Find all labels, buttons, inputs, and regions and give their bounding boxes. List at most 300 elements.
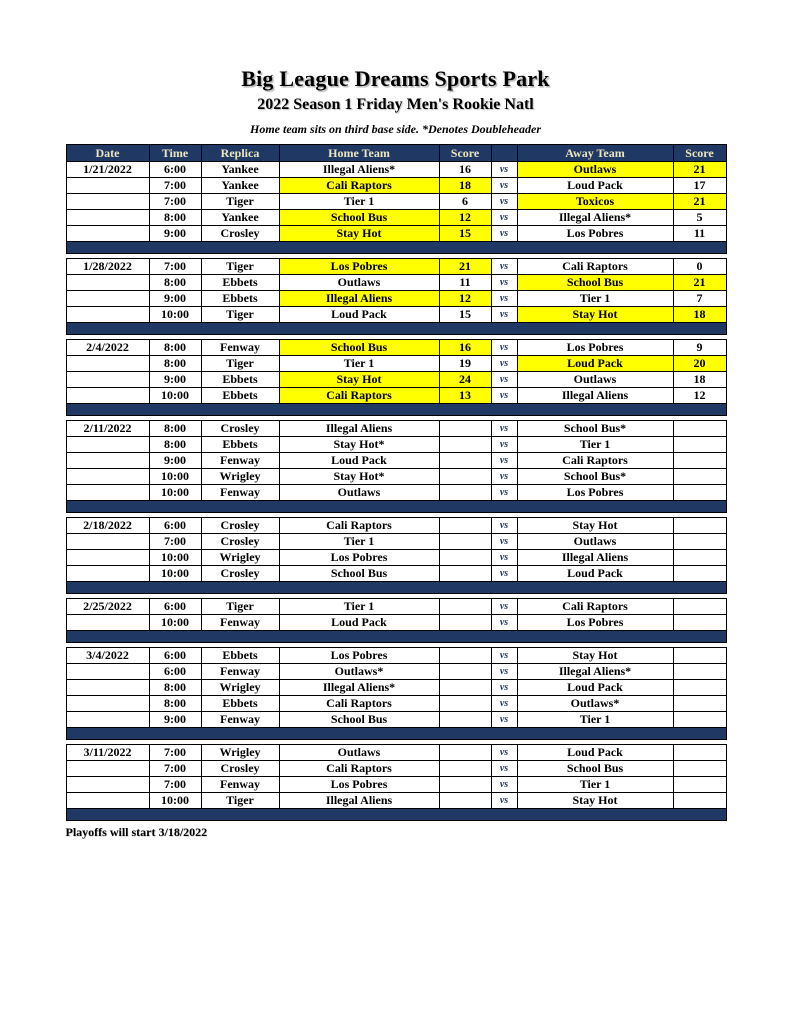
away-score-cell — [673, 518, 726, 534]
date-cell: 2/18/2022 — [66, 518, 149, 534]
game-row — [66, 162, 726, 178]
away-score-cell: 11 — [673, 226, 726, 242]
home-score-cell — [439, 648, 491, 664]
away-team-cell: Los Pobres — [517, 485, 673, 501]
away-team-cell: Los Pobres — [517, 340, 673, 356]
away-team-cell: Loud Pack — [517, 178, 673, 194]
home-team-cell: Cali Raptors — [279, 518, 439, 534]
date-cell: 1/21/2022 — [66, 162, 149, 178]
away-team-cell: Illegal Aliens* — [517, 210, 673, 226]
game-row — [66, 291, 726, 307]
time-cell: 6:00 — [149, 648, 201, 664]
game-row — [66, 275, 726, 291]
away-team-cell: Loud Pack — [517, 566, 673, 582]
away-team-cell: Tier 1 — [517, 437, 673, 453]
game-row — [66, 712, 726, 728]
vs-cell: vs — [491, 469, 517, 485]
date-cell — [66, 777, 149, 793]
away-score-cell: 20 — [673, 356, 726, 372]
column-header: Home Team — [279, 145, 439, 162]
home-score-cell — [439, 777, 491, 793]
vs-cell: vs — [491, 485, 517, 501]
away-team-cell: School Bus* — [517, 421, 673, 437]
replica-cell: Crosley — [201, 226, 279, 242]
home-team-cell: Outlaws — [279, 275, 439, 291]
replica-cell: Wrigley — [201, 745, 279, 761]
vs-cell: vs — [491, 178, 517, 194]
column-header: Date — [66, 145, 149, 162]
game-row — [66, 437, 726, 453]
away-score-cell — [673, 664, 726, 680]
home-team-cell: Outlaws* — [279, 664, 439, 680]
time-cell: 8:00 — [149, 356, 201, 372]
replica-cell: Yankee — [201, 162, 279, 178]
away-score-cell — [673, 793, 726, 809]
home-team-cell: Los Pobres — [279, 777, 439, 793]
replica-cell: Ebbets — [201, 291, 279, 307]
replica-cell: Fenway — [201, 777, 279, 793]
time-cell: 6:00 — [149, 599, 201, 615]
separator-bar — [66, 728, 726, 740]
vs-cell: vs — [491, 421, 517, 437]
replica-cell: Fenway — [201, 485, 279, 501]
vs-cell: vs — [491, 712, 517, 728]
home-team-cell: Tier 1 — [279, 194, 439, 210]
game-row — [66, 761, 726, 777]
vs-cell: vs — [491, 696, 517, 712]
home-score-cell: 18 — [439, 178, 491, 194]
replica-cell: Ebbets — [201, 275, 279, 291]
time-cell: 8:00 — [149, 696, 201, 712]
vs-cell: vs — [491, 372, 517, 388]
column-header: Away Team — [517, 145, 673, 162]
date-cell — [66, 696, 149, 712]
game-row — [66, 615, 726, 631]
vs-cell: vs — [491, 291, 517, 307]
away-score-cell: 12 — [673, 388, 726, 404]
home-score-cell — [439, 469, 491, 485]
home-score-cell: 6 — [439, 194, 491, 210]
home-score-cell — [439, 712, 491, 728]
home-team-cell: Tier 1 — [279, 599, 439, 615]
away-score-cell — [673, 615, 726, 631]
home-score-cell: 15 — [439, 226, 491, 242]
time-cell: 9:00 — [149, 372, 201, 388]
game-row — [66, 680, 726, 696]
time-cell: 10:00 — [149, 615, 201, 631]
game-row — [66, 259, 726, 275]
away-score-cell: 18 — [673, 307, 726, 323]
date-cell — [66, 210, 149, 226]
game-row — [66, 210, 726, 226]
date-cell — [66, 664, 149, 680]
home-team-cell: Stay Hot* — [279, 437, 439, 453]
away-score-cell — [673, 485, 726, 501]
away-team-cell: Illegal Aliens* — [517, 664, 673, 680]
time-cell: 7:00 — [149, 194, 201, 210]
week-table — [66, 647, 727, 740]
date-cell — [66, 615, 149, 631]
away-score-cell — [673, 534, 726, 550]
home-team-note: Home team sits on third base side. *Denotes Doubleheader — [250, 122, 541, 136]
header-row — [66, 145, 726, 162]
vs-cell: vs — [491, 745, 517, 761]
separator-row — [66, 501, 726, 513]
game-row — [66, 745, 726, 761]
separator-bar — [66, 242, 726, 254]
replica-cell: Tiger — [201, 194, 279, 210]
home-team-cell: Illegal Aliens* — [279, 680, 439, 696]
page-subtitle: 2022 Season 1 Friday Men's Rookie Natl — [257, 96, 534, 113]
game-row — [66, 194, 726, 210]
away-score-cell: 17 — [673, 178, 726, 194]
home-team-cell: School Bus — [279, 340, 439, 356]
away-score-cell: 7 — [673, 291, 726, 307]
date-cell — [66, 307, 149, 323]
away-score-cell — [673, 437, 726, 453]
away-team-cell: Toxicos — [517, 194, 673, 210]
home-score-cell: 12 — [439, 291, 491, 307]
separator-bar — [66, 501, 726, 513]
home-team-cell: Los Pobres — [279, 259, 439, 275]
time-cell: 7:00 — [149, 259, 201, 275]
home-score-cell: 13 — [439, 388, 491, 404]
time-cell: 10:00 — [149, 566, 201, 582]
home-team-cell: School Bus — [279, 210, 439, 226]
away-score-cell: 21 — [673, 275, 726, 291]
vs-cell: vs — [491, 566, 517, 582]
time-cell: 6:00 — [149, 518, 201, 534]
home-score-cell — [439, 421, 491, 437]
away-score-cell — [673, 648, 726, 664]
replica-cell: Tiger — [201, 599, 279, 615]
vs-cell: vs — [491, 793, 517, 809]
replica-cell: Crosley — [201, 566, 279, 582]
replica-cell: Ebbets — [201, 648, 279, 664]
home-score-cell — [439, 437, 491, 453]
vs-cell: vs — [491, 194, 517, 210]
away-score-cell — [673, 453, 726, 469]
date-cell — [66, 291, 149, 307]
vs-cell: vs — [491, 599, 517, 615]
away-team-cell: Loud Pack — [517, 745, 673, 761]
home-team-cell: Loud Pack — [279, 615, 439, 631]
home-score-cell: 24 — [439, 372, 491, 388]
home-score-cell — [439, 599, 491, 615]
away-team-cell: Illegal Aliens — [517, 388, 673, 404]
away-score-cell — [673, 680, 726, 696]
vs-cell: vs — [491, 340, 517, 356]
date-cell — [66, 534, 149, 550]
home-team-cell: Cali Raptors — [279, 761, 439, 777]
separator-row — [66, 728, 726, 740]
home-team-cell: Stay Hot — [279, 226, 439, 242]
away-team-cell: Stay Hot — [517, 307, 673, 323]
away-score-cell: 18 — [673, 372, 726, 388]
time-cell: 7:00 — [149, 534, 201, 550]
home-score-cell: 16 — [439, 340, 491, 356]
replica-cell: Tiger — [201, 793, 279, 809]
home-team-cell: Illegal Aliens — [279, 793, 439, 809]
vs-cell: vs — [491, 226, 517, 242]
game-row — [66, 550, 726, 566]
time-cell: 8:00 — [149, 421, 201, 437]
vs-cell: vs — [491, 453, 517, 469]
game-row — [66, 518, 726, 534]
game-row — [66, 453, 726, 469]
time-cell: 7:00 — [149, 178, 201, 194]
away-team-cell: Outlaws — [517, 162, 673, 178]
vs-cell: vs — [491, 615, 517, 631]
home-score-cell: 21 — [439, 259, 491, 275]
away-team-cell: Tier 1 — [517, 712, 673, 728]
game-row — [66, 356, 726, 372]
vs-cell: vs — [491, 550, 517, 566]
separator-bar — [66, 582, 726, 594]
schedule-table-area — [66, 144, 726, 821]
time-cell: 8:00 — [149, 340, 201, 356]
away-score-cell: 9 — [673, 340, 726, 356]
home-team-cell: Los Pobres — [279, 550, 439, 566]
date-cell — [66, 469, 149, 485]
home-team-cell: School Bus — [279, 566, 439, 582]
away-team-cell: Cali Raptors — [517, 259, 673, 275]
away-score-cell — [673, 469, 726, 485]
replica-cell: Ebbets — [201, 372, 279, 388]
away-score-cell: 0 — [673, 259, 726, 275]
home-score-cell: 16 — [439, 162, 491, 178]
vs-cell: vs — [491, 356, 517, 372]
game-row — [66, 469, 726, 485]
away-team-cell: Loud Pack — [517, 356, 673, 372]
time-cell: 10:00 — [149, 550, 201, 566]
week-table — [66, 258, 727, 335]
away-score-cell — [673, 421, 726, 437]
game-row — [66, 421, 726, 437]
replica-cell: Wrigley — [201, 680, 279, 696]
separator-row — [66, 631, 726, 643]
home-score-cell: 12 — [439, 210, 491, 226]
separator-bar — [66, 323, 726, 335]
column-header: Replica — [201, 145, 279, 162]
game-row — [66, 388, 726, 404]
replica-cell: Fenway — [201, 712, 279, 728]
vs-cell: vs — [491, 162, 517, 178]
time-cell: 10:00 — [149, 388, 201, 404]
home-team-cell: Cali Raptors — [279, 388, 439, 404]
away-team-cell: Stay Hot — [517, 648, 673, 664]
home-team-cell: Cali Raptors — [279, 696, 439, 712]
time-cell: 10:00 — [149, 307, 201, 323]
date-cell — [66, 453, 149, 469]
vs-cell: vs — [491, 518, 517, 534]
game-row — [66, 599, 726, 615]
date-cell: 2/11/2022 — [66, 421, 149, 437]
date-cell — [66, 388, 149, 404]
home-score-cell — [439, 485, 491, 501]
home-team-cell: Illegal Aliens* — [279, 162, 439, 178]
vs-cell: vs — [491, 275, 517, 291]
away-team-cell: Outlaws — [517, 372, 673, 388]
date-cell — [66, 566, 149, 582]
away-team-cell: School Bus — [517, 761, 673, 777]
game-row — [66, 664, 726, 680]
home-score-cell — [439, 680, 491, 696]
separator-row — [66, 404, 726, 416]
time-cell: 7:00 — [149, 745, 201, 761]
date-cell — [66, 356, 149, 372]
home-team-cell: Loud Pack — [279, 307, 439, 323]
home-team-cell: Outlaws — [279, 745, 439, 761]
vs-cell: vs — [491, 680, 517, 696]
away-team-cell: School Bus* — [517, 469, 673, 485]
column-header: Score — [673, 145, 726, 162]
home-score-cell — [439, 793, 491, 809]
time-cell: 8:00 — [149, 680, 201, 696]
game-row — [66, 226, 726, 242]
home-score-cell: 19 — [439, 356, 491, 372]
away-score-cell — [673, 712, 726, 728]
home-team-cell: Stay Hot* — [279, 469, 439, 485]
home-team-cell: School Bus — [279, 712, 439, 728]
date-cell — [66, 226, 149, 242]
date-cell: 2/25/2022 — [66, 599, 149, 615]
away-team-cell: Stay Hot — [517, 518, 673, 534]
playoffs-note: Playoffs will start 3/18/2022 — [65, 825, 208, 839]
replica-cell: Ebbets — [201, 388, 279, 404]
away-team-cell: Outlaws* — [517, 696, 673, 712]
replica-cell: Wrigley — [201, 550, 279, 566]
home-team-cell: Loud Pack — [279, 453, 439, 469]
replica-cell: Yankee — [201, 210, 279, 226]
date-cell — [66, 194, 149, 210]
home-score-cell — [439, 534, 491, 550]
away-team-cell: Los Pobres — [517, 615, 673, 631]
home-score-cell — [439, 453, 491, 469]
vs-cell: vs — [491, 259, 517, 275]
away-team-cell: Illegal Aliens — [517, 550, 673, 566]
replica-cell: Fenway — [201, 664, 279, 680]
separator-bar — [66, 404, 726, 416]
away-team-cell: Los Pobres — [517, 226, 673, 242]
vs-cell: vs — [491, 664, 517, 680]
vs-cell: vs — [491, 761, 517, 777]
replica-cell: Tiger — [201, 259, 279, 275]
column-header: Score — [439, 145, 491, 162]
separator-row — [66, 242, 726, 254]
game-row — [66, 648, 726, 664]
separator-row — [66, 809, 726, 821]
away-team-cell: Outlaws — [517, 534, 673, 550]
date-cell: 2/4/2022 — [66, 340, 149, 356]
week-table — [66, 339, 727, 416]
vs-cell: vs — [491, 534, 517, 550]
home-score-cell — [439, 615, 491, 631]
replica-cell: Fenway — [201, 615, 279, 631]
time-cell: 8:00 — [149, 275, 201, 291]
date-cell — [66, 712, 149, 728]
vs-cell: vs — [491, 307, 517, 323]
away-score-cell — [673, 599, 726, 615]
home-score-cell — [439, 518, 491, 534]
time-cell: 10:00 — [149, 469, 201, 485]
away-score-cell — [673, 566, 726, 582]
away-team-cell: School Bus — [517, 275, 673, 291]
time-cell: 8:00 — [149, 437, 201, 453]
away-team-cell: Loud Pack — [517, 680, 673, 696]
game-row — [66, 178, 726, 194]
column-header — [491, 145, 517, 162]
time-cell: 9:00 — [149, 226, 201, 242]
replica-cell: Ebbets — [201, 696, 279, 712]
week-table — [66, 144, 727, 254]
date-cell — [66, 437, 149, 453]
separator-bar — [66, 809, 726, 821]
game-row — [66, 696, 726, 712]
vs-cell: vs — [491, 388, 517, 404]
replica-cell: Fenway — [201, 453, 279, 469]
replica-cell: Crosley — [201, 518, 279, 534]
separator-row — [66, 323, 726, 335]
home-score-cell: 15 — [439, 307, 491, 323]
vs-cell: vs — [491, 648, 517, 664]
home-team-cell: Los Pobres — [279, 648, 439, 664]
vs-cell: vs — [491, 210, 517, 226]
time-cell: 6:00 — [149, 162, 201, 178]
home-team-cell: Tier 1 — [279, 534, 439, 550]
date-cell: 1/28/2022 — [66, 259, 149, 275]
home-team-cell: Tier 1 — [279, 356, 439, 372]
game-row — [66, 485, 726, 501]
away-team-cell: Tier 1 — [517, 291, 673, 307]
time-cell: 10:00 — [149, 485, 201, 501]
week-table — [66, 517, 727, 594]
game-row — [66, 566, 726, 582]
away-score-cell — [673, 777, 726, 793]
time-cell: 7:00 — [149, 761, 201, 777]
time-cell: 9:00 — [149, 291, 201, 307]
home-team-cell: Outlaws — [279, 485, 439, 501]
away-score-cell — [673, 696, 726, 712]
date-cell — [66, 680, 149, 696]
date-cell — [66, 550, 149, 566]
vs-cell: vs — [491, 437, 517, 453]
time-cell: 9:00 — [149, 453, 201, 469]
date-cell — [66, 761, 149, 777]
separator-row — [66, 582, 726, 594]
page-title: Big League Dreams Sports Park — [241, 66, 550, 91]
date-cell — [66, 372, 149, 388]
game-row — [66, 777, 726, 793]
home-score-cell — [439, 761, 491, 777]
home-score-cell — [439, 550, 491, 566]
time-cell: 10:00 — [149, 793, 201, 809]
time-cell: 7:00 — [149, 777, 201, 793]
away-score-cell: 5 — [673, 210, 726, 226]
time-cell: 9:00 — [149, 712, 201, 728]
away-team-cell: Cali Raptors — [517, 453, 673, 469]
game-row — [66, 340, 726, 356]
week-table — [66, 744, 727, 821]
week-table — [66, 420, 727, 513]
away-score-cell — [673, 550, 726, 566]
home-score-cell — [439, 696, 491, 712]
replica-cell: Crosley — [201, 534, 279, 550]
replica-cell: Crosley — [201, 421, 279, 437]
week-table — [66, 598, 727, 643]
away-score-cell: 21 — [673, 162, 726, 178]
away-score-cell — [673, 761, 726, 777]
